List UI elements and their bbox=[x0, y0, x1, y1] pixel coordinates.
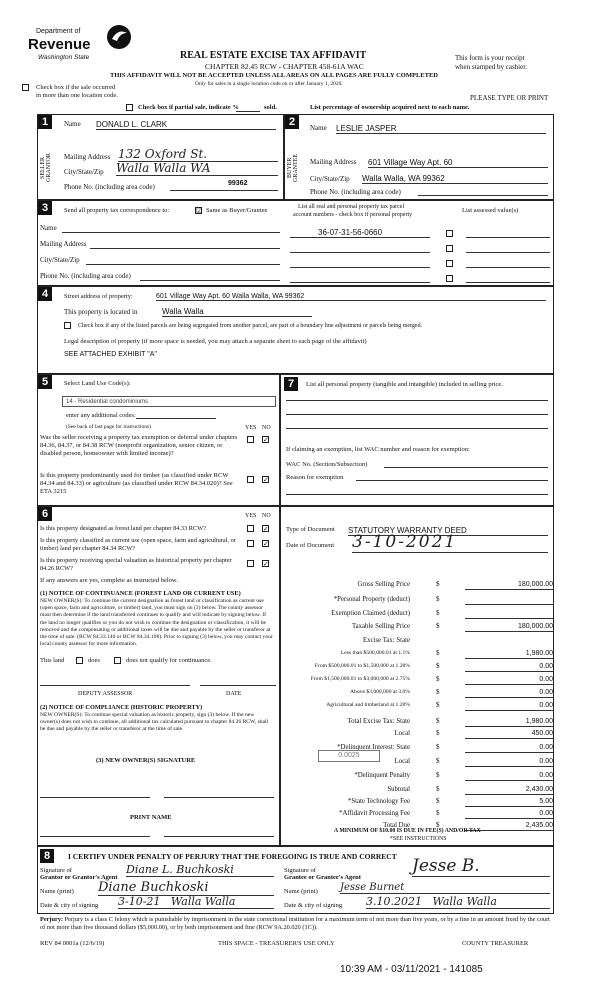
calc-label-3: Taxable Selling Price bbox=[351, 623, 410, 630]
seller-side-label: SELLER GRANTOR bbox=[40, 153, 52, 183]
additional-codes-field[interactable] bbox=[136, 418, 216, 419]
assessed-line-4 bbox=[466, 282, 550, 283]
s5-yes-header: YES bbox=[245, 425, 257, 431]
assessed-line-1 bbox=[466, 237, 550, 238]
section-5-number: 5 bbox=[38, 375, 52, 389]
multi-location-label2: in more than one location code. bbox=[36, 92, 118, 99]
calc-dollar-14: $ bbox=[436, 771, 440, 779]
grantee-name[interactable]: Jesse Burnet bbox=[340, 882, 550, 894]
calc-label-13: Local bbox=[394, 758, 410, 765]
land-not-qualify-label: does not qualify for continuance. bbox=[126, 657, 212, 664]
send-correspondence-label: Send all property tax correspondence to: bbox=[64, 207, 170, 214]
form-title: REAL ESTATE EXCISE TAX AFFIDAVIT bbox=[180, 50, 367, 61]
buyer-addr-label: Mailing Address bbox=[310, 158, 357, 166]
calc-amount-2[interactable] bbox=[465, 609, 553, 619]
grantor-sig-label2: Grantor or Grantor's Agent bbox=[40, 874, 118, 881]
perjury-text: Perjury is a class C felony which is punishable by imprisonment in the state correctional institution for a maximum term of not more than five years, or by a fine in an amount fixed by the court of not more than five thousand dollars ($5,000.00), or by both imprisonment and fine (RCW 9A.20.020 (1C)). bbox=[40, 916, 550, 931]
calc-label-1: *Personal Property (deduct) bbox=[333, 596, 410, 603]
land-not-qualify-checkbox[interactable] bbox=[114, 657, 121, 664]
grantor-sig-label1: Signature of bbox=[40, 867, 72, 874]
dept-line1: Department of bbox=[36, 28, 81, 35]
this-land-label: This land bbox=[40, 657, 65, 664]
section-2-number: 2 bbox=[285, 115, 299, 129]
form-chapter: CHAPTER 82.45 RCW - CHAPTER 458-61A WAC bbox=[205, 62, 364, 71]
buyer-addr[interactable]: 601 Village Way Apt. 60 bbox=[368, 158, 548, 168]
calc-label-0: Gross Selling Price bbox=[357, 581, 410, 588]
corr-city-label: City/State/Zip bbox=[40, 256, 80, 264]
section-3-number: 3 bbox=[38, 201, 52, 215]
s6-q3-yes[interactable] bbox=[247, 560, 254, 567]
parcel-line-4 bbox=[290, 282, 430, 283]
s5-question-2: Is this property predominantly used for timber (as classified under RCW 84.34 and 84.33) or agriculture (as classified under RCW 84.34.020)? See ETA 3215 bbox=[40, 472, 233, 495]
print-name-label: PRINT NAME bbox=[130, 814, 172, 821]
segregate-checkbox[interactable] bbox=[64, 322, 71, 329]
grantor-name[interactable]: Diane Buchkoski bbox=[98, 880, 274, 896]
calc-label-14: *Delinquent Penalty bbox=[354, 772, 410, 779]
seller-addr[interactable]: 132 Oxford St. bbox=[118, 147, 278, 162]
s5-q2-no[interactable]: ✓ bbox=[263, 476, 269, 484]
calc-amount-15[interactable]: 2,430.00 bbox=[465, 785, 553, 795]
calc-amount-18[interactable]: 2,435.00 bbox=[465, 821, 553, 831]
s6-q2-no[interactable]: ✓ bbox=[263, 540, 269, 548]
grantee-date-city[interactable]: 3.10.2021 Walla Walla bbox=[366, 895, 550, 909]
rev-number: REV 84 0001a (12/6/19) bbox=[40, 940, 105, 947]
reason-line-2 bbox=[286, 494, 548, 495]
calc-dollar-8: $ bbox=[436, 688, 440, 696]
buyer-name[interactable]: LESLIE JASPER bbox=[336, 124, 546, 134]
seller-phone-label: Phone No. (including area code) bbox=[64, 183, 155, 191]
calc-amount-6[interactable]: 0.00 bbox=[465, 662, 553, 672]
seller-name[interactable]: DONALD L. CLARK bbox=[96, 120, 276, 130]
corr-phone-label: Phone No. (including area code) bbox=[40, 272, 131, 280]
corr-phone-line bbox=[140, 280, 280, 281]
seller-phone-line bbox=[170, 190, 278, 191]
calc-amount-3[interactable]: 180,000.00 bbox=[465, 622, 553, 632]
s6-yes-header: YES bbox=[245, 513, 257, 519]
calc-dollar-7: $ bbox=[436, 675, 440, 683]
s6-question-1: Is this property designated as forest land per chapter 84.33 RCW? bbox=[40, 525, 206, 532]
grantee-sig-label1: Signature of bbox=[284, 867, 316, 874]
calc-label-15: Subtotal bbox=[387, 786, 410, 793]
s6-q1-no[interactable]: ✓ bbox=[263, 525, 269, 533]
s6-q1-yes[interactable] bbox=[247, 525, 254, 532]
doc-type[interactable]: STATUTORY WARRANTY DEED bbox=[348, 526, 548, 536]
buyer-city[interactable]: Walla Walla, WA 99362 bbox=[362, 174, 548, 184]
grantor-name-label: Name (print) bbox=[40, 888, 74, 895]
s6-no-header: NO bbox=[262, 513, 271, 519]
s6-q2-yes[interactable] bbox=[247, 540, 254, 547]
calc-amount-17[interactable]: 0.00 bbox=[465, 809, 553, 819]
see-back-label: (See back of last page for instructions) bbox=[66, 424, 151, 430]
form-warning: THIS AFFIDAVIT WILL NOT BE ACCEPTED UNLESS ALL AREAS ON ALL PAGES ARE FULLY COMPLETED bbox=[110, 72, 438, 79]
parcel-header2: account numbers - check box if personal property bbox=[293, 212, 413, 218]
section-8-number: 8 bbox=[40, 849, 54, 863]
same-as-buyer-label: Same as Buyer/Grantee bbox=[206, 207, 268, 214]
grantor-date-city[interactable]: 3-10-21 Walla Walla bbox=[118, 895, 274, 909]
buyer-city-label: City/State/Zip bbox=[310, 175, 350, 183]
calc-amount-8[interactable]: 0.00 bbox=[465, 688, 553, 698]
personal-line-2 bbox=[286, 414, 548, 415]
notice-1-heading: (1) NOTICE OF CONTINUANCE (FOREST LAND OR CURRENT USE) bbox=[40, 590, 241, 597]
section-7-number: 7 bbox=[284, 377, 298, 391]
receipt-line1: This form is your receipt bbox=[455, 54, 525, 62]
parcel-line-2 bbox=[290, 252, 430, 253]
parcel-personal-checkbox-2[interactable] bbox=[446, 245, 453, 252]
calc-label-9: Agricultural and timberland at 1.28% bbox=[326, 702, 410, 708]
calc-dollar-17: $ bbox=[436, 809, 440, 817]
calc-label-18: Total Due bbox=[383, 822, 410, 829]
partial-percent-field[interactable] bbox=[236, 103, 260, 112]
new-owner-signature-1[interactable] bbox=[40, 797, 150, 798]
calc-dollar-6: $ bbox=[436, 662, 440, 670]
assessed-line-3 bbox=[466, 267, 550, 268]
treasurer-space: THIS SPACE - TREASURER'S USE ONLY bbox=[218, 940, 335, 947]
calc-dollar-11: $ bbox=[436, 729, 440, 737]
buyer-name-label: Name bbox=[310, 124, 327, 132]
notice-2-heading: (2) NOTICE OF COMPLIANCE (HISTORIC PROPERTY) bbox=[40, 704, 203, 711]
ownership-note: List percentage of ownership acquired next to each name. bbox=[310, 104, 470, 111]
calc-label-2: Exemption Claimed (deduct) bbox=[331, 610, 410, 617]
buyer-phone-label: Phone No. (including area code) bbox=[310, 188, 401, 196]
s5-q2-yes[interactable] bbox=[247, 476, 254, 483]
partial-sale-label: Check box if partial sale, indicate % bbox=[138, 104, 239, 111]
local-rate[interactable]: 0.0025 bbox=[318, 750, 380, 762]
calc-dollar-3: $ bbox=[436, 622, 440, 630]
calc-amount-11[interactable]: 450.00 bbox=[465, 729, 553, 739]
land-does-label: does bbox=[88, 657, 100, 664]
deputy-assessor-signature[interactable] bbox=[40, 685, 190, 686]
parcel-line-1 bbox=[290, 237, 430, 238]
calc-dollar-9: $ bbox=[436, 701, 440, 709]
calc-label-4: Excise Tax: State bbox=[363, 637, 410, 644]
calc-amount-9[interactable]: 0.00 bbox=[465, 701, 553, 711]
parcel-number[interactable]: 36-07-31-56-0660 bbox=[318, 228, 383, 237]
recording-stamp: 10:39 AM - 03/11/2021 - 141085 bbox=[340, 964, 483, 975]
legal-description[interactable]: SEE ATTACHED EXHIBIT "A" bbox=[64, 351, 157, 358]
same-as-buyer-checkbox[interactable]: ☑ bbox=[196, 207, 203, 215]
notice-1-body: NEW OWNER(S): To continue the current designation as forest land or classification as current use (open space, farm and agriculture, or timber) land, you must sign on (3) below. The county assessor must then determine if the land transferred continues to qualify and will indicate by signing below. If the land no longer qualifies or you do not wish to continue the designation or classification, it will be removed and the compensating or additional taxes will be due and payable by the seller or transferor at the time of sale. (RCW 84.33.140 or RCW 84.34.108). Prior to signing (3) below, you may contact your local county assessor for more information. bbox=[40, 598, 273, 648]
dept-line3: Washington State bbox=[38, 54, 90, 61]
seller-name-label: Name bbox=[64, 120, 81, 128]
s6-question-3: Is this property receiving special valuation as historical property per chapter 84.26 RCW? bbox=[40, 557, 232, 572]
calc-dollar-12: $ bbox=[436, 743, 440, 751]
multi-location-label1: Check box if the sale occurred bbox=[36, 84, 116, 91]
deputy-date-label: DATE bbox=[226, 691, 242, 697]
calc-dollar-13: $ bbox=[436, 757, 440, 765]
calc-amount-1[interactable] bbox=[465, 595, 553, 605]
land-does-checkbox[interactable] bbox=[76, 657, 83, 664]
calc-amount-0[interactable]: 180,000.00 bbox=[465, 580, 553, 590]
grantee-name-label: Name (print) bbox=[284, 888, 318, 895]
assessed-line-2 bbox=[466, 252, 550, 253]
calc-label-10: Total Excise Tax: State bbox=[347, 718, 410, 725]
grantee-date-label: Date & city of signing bbox=[284, 902, 343, 909]
buyer-side-label: BUYER GRANTEE bbox=[287, 154, 299, 182]
calc-label-12: *Delinquent Interest: State bbox=[337, 744, 410, 751]
county-treasurer: COUNTY TREASURER bbox=[462, 940, 529, 947]
wac-label: WAC No. (Section/Subsection) bbox=[286, 461, 368, 468]
calc-label-17: *Affidavit Processing Fee bbox=[339, 810, 410, 817]
legal-label: Legal description of property (if more space is needed, you may attach a separate sheet to each page of the affidavit) bbox=[64, 338, 367, 345]
segregate-label: Check box if any of the listed parcels are being segregated from another parcel, are part of a boundary line adjustment or parcels being merged. bbox=[78, 323, 423, 329]
calc-label-7: From $1,500,000.01 to $3,000,000 at 2.75% bbox=[310, 676, 410, 682]
perjury-note bbox=[40, 916, 552, 932]
certify-heading: I CERTIFY UNDER PENALTY OF PERJURY THAT THE FOREGOING IS TRUE AND CORRECT bbox=[68, 852, 397, 861]
s5-no-header: NO bbox=[262, 425, 271, 431]
grantor-signature[interactable]: Diane L. Buchkoski bbox=[126, 863, 274, 877]
notice-3-heading: (3) NEW OWNER(S) SIGNATURE bbox=[96, 757, 196, 764]
grantor-date-label: Date & city of signing bbox=[40, 902, 99, 909]
corr-name-line bbox=[62, 232, 280, 233]
assessed-header: List assessed value(s) bbox=[462, 207, 519, 214]
personal-line-3 bbox=[286, 428, 548, 429]
land-use-code-select[interactable]: 14 - Residential condominiums bbox=[62, 396, 276, 407]
new-owner-print-1[interactable] bbox=[40, 836, 150, 837]
section-6-number: 6 bbox=[38, 507, 52, 521]
calc-amount-10[interactable]: 1,980.00 bbox=[465, 717, 553, 727]
if-any-yes: If any answers are yes, complete as instructed below. bbox=[40, 577, 178, 584]
seller-city-label: City/State/Zip bbox=[64, 168, 104, 176]
wac-field[interactable] bbox=[384, 467, 548, 468]
s5-q1-no[interactable]: ✓ bbox=[263, 436, 269, 444]
calc-dollar-2: $ bbox=[436, 609, 440, 617]
s5-q1-yes[interactable] bbox=[247, 436, 254, 443]
calc-amount-5[interactable]: 1,980.00 bbox=[465, 649, 553, 659]
calc-label-5: Less than $500,000.01 at 1.1% bbox=[340, 650, 410, 656]
s6-question-2: Is this property classified as current use (open space, farm and agricultural, or timber) land per chapter 84.34 RCW? bbox=[40, 537, 236, 552]
calc-amount-16[interactable]: 5.00 bbox=[465, 797, 553, 807]
revenue-swirl-icon bbox=[106, 24, 132, 50]
form-note: Only for sales in a single location code on or after January 1, 2020. bbox=[195, 81, 343, 87]
buyer-phone-line bbox=[418, 195, 548, 196]
corr-name-label: Name bbox=[40, 224, 57, 232]
corr-addr-label: Mailing Address bbox=[40, 240, 87, 248]
deputy-assessor-label: DEPUTY ASSESSOR bbox=[78, 691, 133, 697]
land-use-label: Select Land Use Code(s): bbox=[64, 380, 131, 387]
calc-dollar-16: $ bbox=[436, 797, 440, 805]
calc-label-16: *State Technology Fee bbox=[347, 798, 410, 805]
seller-city[interactable]: Walla Walla WA bbox=[116, 161, 278, 176]
multi-location-checkbox[interactable] bbox=[22, 84, 29, 91]
parcel-personal-checkbox-3[interactable] bbox=[446, 260, 453, 267]
calc-dollar-1: $ bbox=[436, 595, 440, 603]
reason-label: Reason for exemption bbox=[286, 474, 344, 481]
dor-logo bbox=[22, 6, 132, 64]
dept-line2: Revenue bbox=[28, 36, 91, 53]
personal-property-label: List all personal property (tangible and intangible) included in selling price. bbox=[306, 381, 503, 388]
notice-2-body: NEW OWNER(S): To continue special valuation as historic property, sign (3) below. If the new owner(s) does not wish to continue, all additional tax calculated pursuant to chapter 84.26 RCW, shall be due and payable by the seller or transferor at the time of sale. bbox=[40, 712, 269, 733]
minimum-note: A MINIMUM OF $10.00 IS DUE IN FEE(S) AND/OR TAX bbox=[334, 828, 481, 834]
s6-q3-no[interactable]: ✓ bbox=[263, 560, 269, 568]
calc-amount-12[interactable]: 0.00 bbox=[465, 743, 553, 753]
deputy-assessor-date[interactable] bbox=[200, 685, 276, 686]
new-owner-signature-2[interactable] bbox=[164, 797, 274, 798]
please-type: PLEASE TYPE OR PRINT bbox=[470, 94, 549, 102]
additional-codes-label: enter any additional codes: bbox=[66, 412, 136, 419]
doc-date[interactable]: 3-10-2021 bbox=[352, 532, 548, 553]
calc-dollar-18: $ bbox=[436, 821, 440, 829]
s5-question-1: Was the seller receiving a property tax exemption or deferral under chapters 84.36, 84.37, or 84.38 RCW (nonprofit organization, senior citizen, or disabled person, homeowner with limited income)? bbox=[40, 434, 238, 457]
corr-city-line bbox=[86, 264, 280, 265]
perjury-heading: Perjury: bbox=[40, 916, 64, 923]
calc-amount-13[interactable]: 0.00 bbox=[465, 757, 553, 767]
partial-sale-checkbox[interactable] bbox=[126, 104, 133, 111]
calc-dollar-15: $ bbox=[436, 785, 440, 793]
parcel-personal-checkbox-4[interactable] bbox=[446, 275, 453, 282]
see-instructions: *SEE INSTRUCTIONS bbox=[390, 836, 447, 842]
personal-property-section bbox=[280, 374, 554, 506]
located-label: This property is located in bbox=[64, 308, 138, 316]
calc-dollar-5: $ bbox=[436, 649, 440, 657]
doc-type-label: Type of Document bbox=[286, 526, 335, 533]
reason-field[interactable] bbox=[356, 480, 548, 481]
located-in[interactable]: Walla Walla bbox=[162, 307, 312, 317]
calc-label-8: Above $3,000,000 at 3.0% bbox=[350, 689, 410, 695]
parcel-header1: List all real and personal property tax parcel bbox=[298, 204, 405, 210]
grantee-signature[interactable]: Jesse B. bbox=[412, 856, 550, 877]
corr-addr-line bbox=[90, 248, 280, 249]
grantee-sig-label2: Grantee or Grantee's Agent bbox=[284, 874, 361, 881]
calc-amount-14[interactable]: 0.00 bbox=[465, 771, 553, 781]
calc-label-11: Local bbox=[394, 730, 410, 737]
personal-line-1 bbox=[286, 400, 548, 401]
partial-sold-label: sold. bbox=[264, 104, 277, 111]
calc-dollar-10: $ bbox=[436, 717, 440, 725]
seller-addr-label: Mailing Address bbox=[64, 153, 111, 161]
parcel-line-3 bbox=[290, 267, 430, 268]
street-address[interactable]: 601 Village Way Apt. 60 Walla Walla, WA 99362 bbox=[156, 293, 546, 301]
parcel-personal-checkbox-1[interactable] bbox=[446, 230, 453, 237]
calc-amount-7[interactable]: 0.00 bbox=[465, 675, 553, 685]
receipt-line2: when stamped by cashier. bbox=[455, 63, 527, 71]
section-4-number: 4 bbox=[38, 287, 52, 301]
calc-dollar-0: $ bbox=[436, 580, 440, 588]
new-owner-print-2[interactable] bbox=[164, 836, 274, 837]
exemption-question: If claiming an exemption, list WAC number and reason for exemption: bbox=[286, 446, 470, 453]
doc-date-label: Date of Document bbox=[286, 542, 335, 549]
seller-zip[interactable]: 99362 bbox=[228, 180, 248, 187]
street-label: Street address of property: bbox=[64, 293, 133, 300]
calc-label-6: From $500,000.01 to $1,500,000 at 1.28% bbox=[314, 663, 410, 669]
section-1-number: 1 bbox=[38, 115, 52, 129]
